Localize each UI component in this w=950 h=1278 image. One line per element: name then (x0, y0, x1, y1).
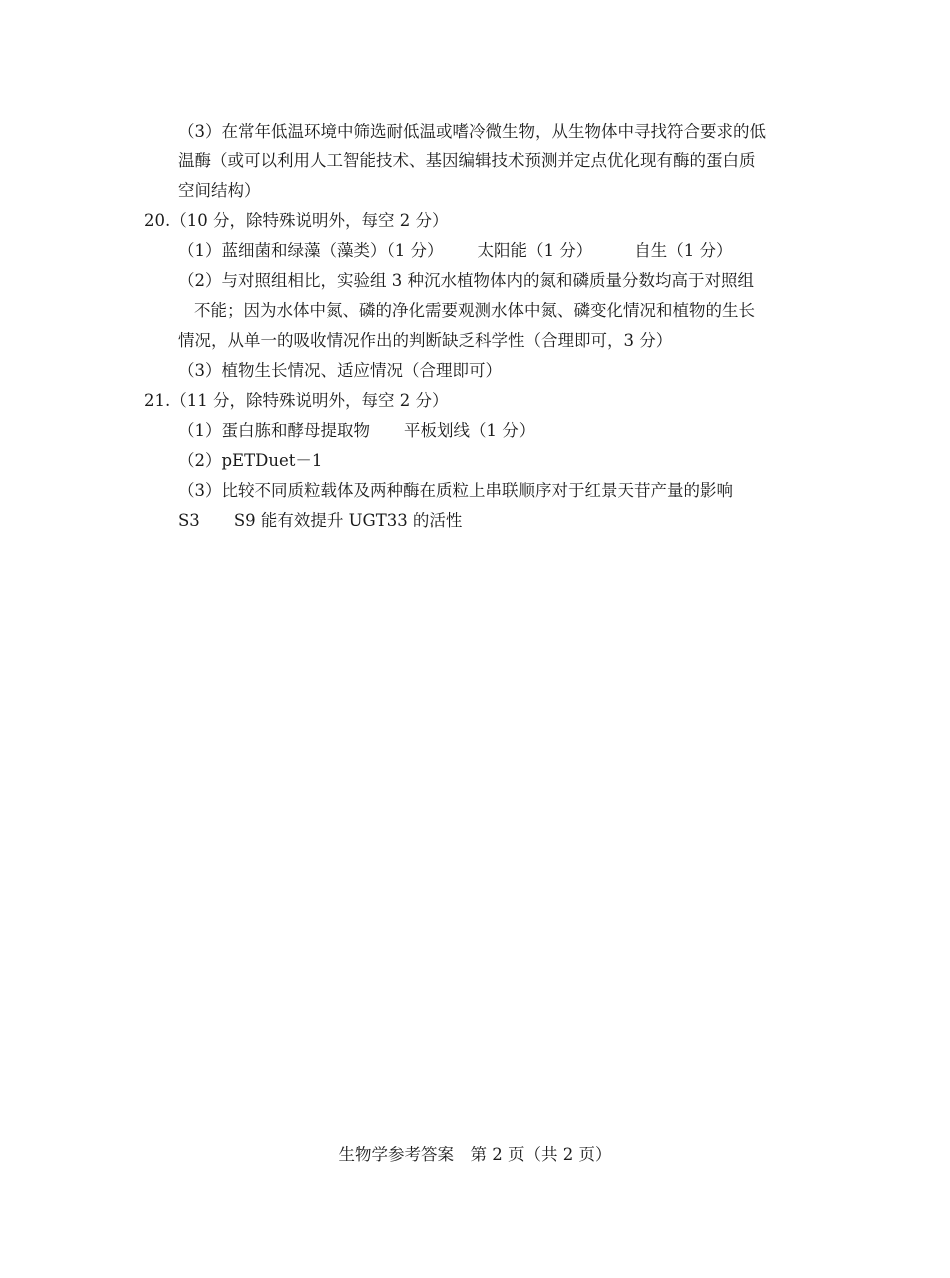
q20-part3: （3）植物生长情况、适应情况（合理即可） (178, 361, 502, 380)
q21-part1-answer-a: （1）蛋白胨和酵母提取物 (178, 421, 370, 440)
q20-header: 20.（10 分，除特殊说明外，每空 2 分） (144, 211, 449, 230)
q21-header: 21.（11 分，除特殊说明外，每空 2 分） (144, 391, 449, 410)
q21-part3-answer-a: S3 (178, 511, 200, 530)
q21-part3-line2 (178, 510, 462, 532)
q20-part1-answer-b: 太阳能（1 分） (477, 241, 593, 260)
q20-part2-line1: （2）与对照组相比，实验组 3 种沉水植物体内的氮和磷质量分数均高于对照组 (178, 271, 754, 290)
q19-part3-line2: 温酶（或可以利用人工智能技术、基因编辑技术预测并定点优化现有酶的蛋白质 (178, 151, 756, 170)
q19-part3-line1: （3）在常年低温环境中筛选耐低温或嗜冷微生物，从生物体中寻找符合要求的低 (178, 122, 766, 141)
q20-part1 (178, 240, 733, 262)
q21-part1 (178, 420, 535, 442)
page-footer: 生物学参考答案 第 2 页（共 2 页） (338, 1145, 612, 1164)
q20-part1-answer-c: 自生（1 分） (634, 241, 733, 260)
q20-part1-answer-a: （1）蓝细菌和绿藻（藻类）（1 分） (178, 241, 444, 260)
q20-part2-line2: 不能；因为水体中氮、磷的净化需要观测水体中氮、磷变化情况和植物的生长 (194, 301, 755, 320)
q21-part3-answer-b: S9 能有效提升 UGT33 的活性 (233, 511, 463, 530)
q21-part3-line1: （3）比较不同质粒载体及两种酶在质粒上串联顺序对于红景天苷产量的影响 (178, 481, 733, 500)
q20-part2-line3: 情况，从单一的吸收情况作出的判断缺乏科学性（合理即可，3 分） (178, 331, 673, 350)
q21-part1-answer-b: 平板划线（1 分） (404, 421, 536, 440)
q19-part3-line3: 空间结构） (178, 181, 261, 200)
q21-part2: （2）pETDuet－1 (178, 451, 323, 470)
